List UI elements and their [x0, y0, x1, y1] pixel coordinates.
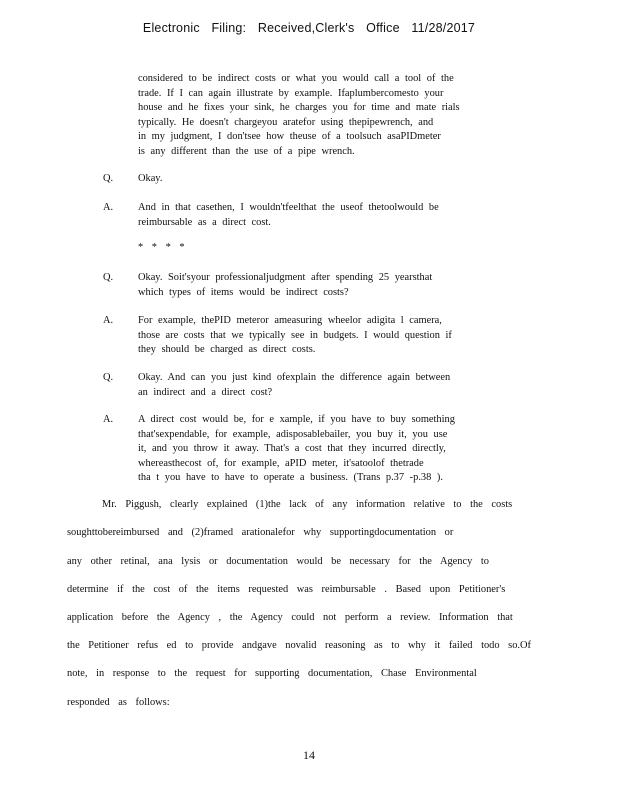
body-line: responded as follows:: [67, 697, 170, 708]
body-line: any other retinal, ana lysis or documentation would be necessary for the Agency to: [67, 556, 489, 567]
body-line: note, in response to the request for supporting documentation, Chase Environmental: [67, 668, 477, 679]
qa-line: For example, thePID meteror ameasuring wheelor adigita l camera,: [138, 315, 442, 326]
qa-label: A.: [103, 202, 114, 213]
body-line: soughttobereimbursed and (2)framed arationalefor why supportingdocumentation or: [67, 527, 454, 538]
qa-line: that'sexpendable, for example, adisposablebailer, you buy it, you use: [138, 428, 448, 440]
qa-line: they should be charged as direct costs.: [138, 344, 316, 355]
qa-line: it, and you throw it away. That's a cost that they incurred directly,: [138, 443, 446, 454]
quote-line: trade. If I can again illustrate by example. Ifaplumbercomesto your: [138, 87, 444, 99]
section-break: [138, 241, 500, 256]
qa-answer: [138, 314, 500, 358]
body-line: Mr. Piggush, clearly explained (1)the lack of any information relative to the costs: [102, 499, 513, 510]
quote-line: is any different than the use of a pipe wrench.: [138, 145, 355, 157]
qa-line: an indirect and a direct cost?: [138, 386, 273, 398]
page-number: 14: [303, 748, 315, 762]
qa-line: And in that casethen, I wouldn'tfeelthat the useof thetoolwould be: [138, 202, 439, 213]
qa-label: A.: [103, 315, 114, 326]
quote-line: house and he fixes your sink, he charges you for time and mate rials: [138, 102, 460, 113]
qa-question: [138, 271, 500, 300]
qa-label: Q.: [103, 372, 114, 383]
qa-line: Okay. And can you just kind ofexplain the difference again between: [138, 372, 451, 383]
qa-line: Okay.: [138, 173, 163, 184]
qa-line: tha t you have to have to operate a business. (Trans p.37 -p.38 ).: [138, 472, 443, 483]
qa-question: [138, 371, 500, 400]
quote-line: in my judgment, I don'tsee how theuse of a toolsuch asaPIDmeter: [138, 131, 441, 142]
body-line: the Petitioner refus ed to provide andgave novalid reasoning as to why it failed todo so.Of: [67, 640, 531, 651]
body-line: determine if the cost of the items requested was reimbursable . Based upon Petitioner's: [67, 584, 506, 595]
quote-line: considered to be indirect costs or what you would call a tool of the: [138, 73, 454, 84]
filing-header: Electronic Filing: Received,Clerk's Office 11/28/2017: [142, 21, 476, 35]
qa-answer: [138, 413, 500, 486]
qa-line: which types of items would be indirect costs?: [138, 286, 349, 298]
qa-line: those are costs that we typically see in budgets. I would question if: [138, 329, 452, 341]
qa-answer: [138, 172, 500, 187]
qa-label: Q.: [103, 173, 114, 184]
qa-line: reimbursable as a direct cost.: [138, 216, 271, 228]
qa-line: A direct cost would be, for e xample, if you have to buy something: [138, 414, 455, 425]
quote-line: typically. He doesn't chargeyou aratefor using thepipewrench, and: [138, 116, 434, 128]
qa-label: Q.: [103, 272, 114, 283]
qa-answer: [138, 201, 500, 230]
body-line: application before the Agency , the Agency could not perform a review. Information that: [67, 612, 513, 623]
testimony-quote-intro: [138, 72, 500, 159]
asterisks: * * * *: [138, 242, 185, 253]
qa-line: whereasthecost of, for example, aPID meter, it'satoolof thetrade: [138, 457, 424, 469]
qa-line: Okay. Soit'syour professionaljudgment after spending 25 yearsthat: [138, 272, 433, 283]
qa-label: A.: [103, 414, 114, 425]
